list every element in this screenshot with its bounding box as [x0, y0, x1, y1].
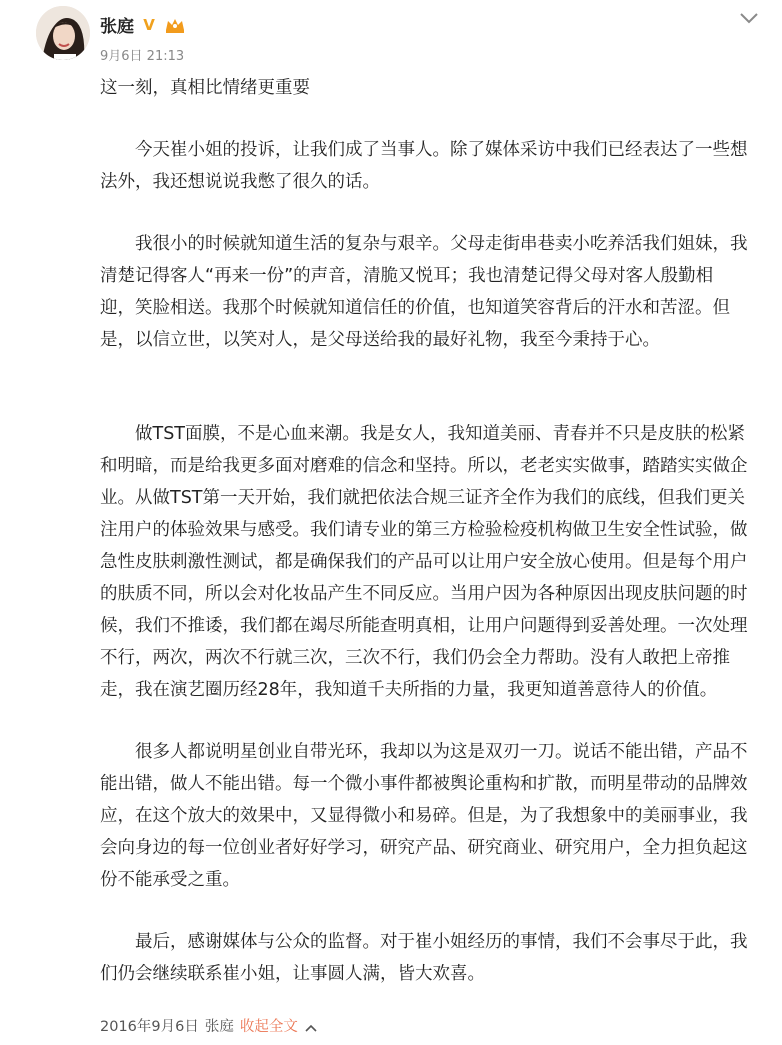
post-headline: 这一刻，真相比情绪更重要: [100, 78, 310, 98]
post-footer: [100, 1015, 318, 1036]
verified-v-icon: V: [143, 15, 155, 34]
chevron-up-icon[interactable]: [304, 1021, 318, 1031]
post-content: [100, 72, 748, 1020]
post-paragraph: 很多人都说明星创业自带光环，我却以为这是双刃一刀。说话不能出错，产品不能出错，做人不能出错。每一个微小事件都被舆论重构和扩散，而明星带动的品牌效应，在这个放大的效果中，又显得微小和易碎。但是，为了我想象中的美丽事业，我会向身边的每一位创业者好好学习，研究产品、研究商业、研究用户，全力担负起这份不能承受之重。: [100, 742, 748, 890]
post-paragraph: 最后，感谢媒体与公众的监督。对于崔小姐经历的事情，我们不会事尽于此，我们仍会继续联系崔小姐，让事圆人满，皆大欢喜。: [100, 932, 748, 984]
author-name[interactable]: 张庭: [100, 17, 134, 37]
chevron-down-icon[interactable]: [738, 10, 760, 26]
avatar[interactable]: [36, 6, 90, 60]
post-paragraph: 今天崔小姐的投诉，让我们成了当事人。除了媒体采访中我们已经表达了一些想法外，我还想说说我憋了很久的话。: [100, 140, 748, 192]
collapse-full-text-link[interactable]: 收起全文: [239, 1019, 298, 1035]
post-paragraph: 做TST面膜，不是心血来潮。我是女人，我知道美丽、青春并不只是皮肤的松紧和明暗，而是给我更多面对磨难的信念和坚持。所以，老老实实做事，踏踏实实做企业。从做TST第一天开始，我们就把依法合规三证齐全作为我们的底线，但我们更关注用户的体验效果与感受。我们请专业的第三方检验检疫机构做卫生安全性试验，做急性皮肤刺激性测试，都是确保我们的产品可以让用户安全放心使用。但是每个用户的肤质不同，所以会对化妆品产生不同反应。当用户因为各种原因出现皮肤问题的时候，我们不推诿，我们都在竭尽所能查明真相，让用户问题得到妥善处理。一次处理不行，两次，两次不行就三次，三次不行，我们仍会全力帮助。没有人敢把上帝推走，我在演艺圈历经28年，我知道千夫所指的力量，我更知道善意待人的价值。: [100, 424, 748, 700]
author-row: [100, 12, 186, 37]
post-paragraph: 我很小的时候就知道生活的复杂与艰辛。父母走街串巷卖小吃养活我们姐妹，我清楚记得客人“再来一份”的声音，清脆又悦耳；我也清楚记得父母对客人殷勤相迎，笑脸相送。我那个时候就知道信任的价值，也知道笑容背后的汗水和苦涩。但是，以信立世，以笑对人，是父母送给我的最好礼物，我至今秉持于心。: [100, 234, 748, 350]
avatar-portrait: [36, 6, 90, 60]
footer-date: 2016年9月6日: [100, 1019, 199, 1035]
member-crown-icon[interactable]: [164, 16, 186, 34]
footer-author[interactable]: 张庭: [204, 1019, 234, 1035]
post-time[interactable]: 9月6日 21:13: [100, 49, 185, 64]
